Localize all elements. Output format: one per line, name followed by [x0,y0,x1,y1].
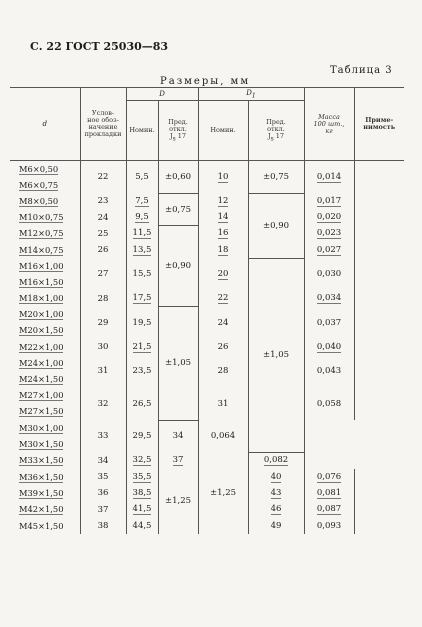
D-nom-cell: 29,5 [126,420,158,452]
D1-nom-cell: 26 [198,339,248,355]
D-tol-cell: ±0,60 [158,161,198,194]
mass-cell: 0,037 [304,307,354,339]
d-cell: M20×1,00 [10,307,80,323]
d-cell: M6×0,50 [10,161,80,178]
table-row [10,193,404,209]
table-row [10,388,404,404]
col-header-D-nom: Номин. [126,101,158,161]
conditional-cell: 29 [80,307,126,339]
D-nom-cell: 19,5 [126,307,158,339]
table-row [10,452,404,469]
D1-nom-cell: 49 [248,518,304,534]
conditional-cell: 37 [80,501,126,517]
conditional-cell: 22 [80,161,126,194]
col-header-D1: $D_1$ [198,88,304,101]
D-nom-cell: 23,5 [126,355,158,387]
d-cell: M30×1,50 [10,436,80,452]
table-row [10,339,404,355]
mass-cell: 0,020 [304,210,354,226]
D1-nom-cell: 28 [198,355,248,387]
D1-nom-cell: 40 [248,469,304,485]
d-cell: M24×1,50 [10,371,80,387]
col-header-conditional: Услов- ное обоз- начение прокладки [80,88,126,161]
d-cell: M6×0,75 [10,177,80,193]
D1-tol-cell: ±1,05 [248,258,304,452]
d-cell: M8×0,50 [10,193,80,209]
application-cell [354,258,404,534]
table-row [10,307,404,323]
conditional-cell: 30 [80,339,126,355]
mass-cell: 0,058 [304,388,354,420]
D-nom-cell: 17,5 [126,291,158,307]
col-header-application: Приме- нимость [354,88,404,161]
d-cell: M18×1,00 [10,291,80,307]
mass-cell: 0,081 [304,485,354,501]
mass-cell: 0,034 [304,291,354,307]
conditional-cell: 31 [80,355,126,387]
d-cell: M36×1,50 [10,469,80,485]
D1-nom-cell: 34 [158,420,198,452]
D1-nom-cell: 12 [198,193,248,209]
D1-nom-cell: 16 [198,226,248,242]
D-nom-cell: 38,5 [126,485,158,501]
conditional-cell: 23 [80,193,126,209]
d-cell: M30×1,00 [10,420,80,436]
D-nom-cell: 9,5 [126,210,158,226]
D1-nom-cell: 22 [198,291,248,307]
D-nom-cell: 41,5 [126,501,158,517]
table-row [10,242,404,258]
mass-cell: 0,076 [304,469,354,485]
page-header: С. 22 ГОСТ 25030—83 [30,40,169,53]
conditional-cell: 26 [80,242,126,258]
D1-nom-cell: 20 [198,258,248,290]
col-header-D1-nom: Номин. [198,101,248,161]
D-nom-cell: 5,5 [126,161,158,194]
col-header-d: d [10,88,80,161]
conditional-cell: 35 [80,469,126,485]
mass-cell: 0,027 [304,242,354,258]
mass-cell: 0,040 [304,339,354,355]
conditional-cell: 36 [80,485,126,501]
d-cell: M45×1,50 [10,518,80,534]
conditional-cell: 38 [80,518,126,534]
d-cell: M33×1,50 [10,452,80,469]
D1-nom-cell: 10 [198,161,248,194]
mass-cell: 0,064 [198,420,248,452]
D1-nom-cell: 14 [198,210,248,226]
D-nom-cell: 26,5 [126,388,158,420]
mass-cell: 0,082 [248,452,304,469]
D1-nom-cell: 24 [198,307,248,339]
D1-nom-cell: 18 [198,242,248,258]
table-row [10,226,404,242]
d-cell: M16×1,50 [10,274,80,290]
col-header-D-tol: Пред. откл. $J_s$ 17 [158,101,198,161]
D1-tol-cell: ±0,75 [248,161,304,194]
col-header-D1-tol: Пред. откл. $J_s$ 17 [248,101,304,161]
col-header-D: D [126,88,198,101]
mass-cell: 0,093 [304,518,354,534]
D-tol-cell: ±1,05 [158,307,198,420]
D-nom-cell: 21,5 [126,339,158,355]
table-row [10,291,404,307]
d-cell: M20×1,50 [10,323,80,339]
D-tol-cell: ±0,90 [158,226,198,307]
mass-cell: 0,087 [304,501,354,517]
mass-cell: 0,017 [304,193,354,209]
application-cell [354,193,404,258]
mass-cell: 0,014 [304,161,354,194]
table-row [10,161,404,178]
d-cell: M16×1,00 [10,258,80,274]
conditional-cell: 34 [80,452,126,469]
d-cell: M12×0,75 [10,226,80,242]
D-nom-cell: 7,5 [126,193,158,209]
d-cell: M10×0,75 [10,210,80,226]
d-cell: M27×1,50 [10,404,80,420]
D-tol-cell: ±1,25 [158,469,198,534]
mass-cell: 0,030 [304,258,354,290]
table-caption: Размеры, мм [160,76,251,87]
D1-nom-cell: 37 [158,452,198,469]
D1-nom-cell: 31 [198,388,248,420]
D-nom-cell: 44,5 [126,518,158,534]
d-cell: M24×1,00 [10,355,80,371]
table-row [10,258,404,274]
d-cell: M14×0,75 [10,242,80,258]
table-label: Таблица 3 [330,65,393,76]
table-row [10,355,404,371]
table-row [10,210,404,226]
conditional-cell: 25 [80,226,126,242]
D1-tol-cell: ±0,90 [248,193,304,258]
d-cell: M42×1,50 [10,501,80,517]
D-nom-cell: 11,5 [126,226,158,242]
D1-nom-cell: 46 [248,501,304,517]
conditional-cell: 24 [80,210,126,226]
mass-cell: 0,043 [304,355,354,387]
conditional-cell: 27 [80,258,126,290]
d-cell: M39×1,50 [10,485,80,501]
mass-cell: 0,023 [304,226,354,242]
D-nom-cell: 15,5 [126,258,158,290]
d-cell: M22×1,00 [10,339,80,355]
D-nom-cell: 35,5 [126,469,158,485]
conditional-cell: 32 [80,388,126,420]
table-row [10,420,404,436]
D-nom-cell: 13,5 [126,242,158,258]
application-cell [354,161,404,194]
D-nom-cell: 32,5 [126,452,158,469]
d-cell: M27×1,00 [10,388,80,404]
conditional-cell: 33 [80,420,126,452]
col-header-mass: Масса 100 шт., кг [304,88,354,161]
dimensions-table [10,87,404,534]
conditional-cell: 28 [80,291,126,307]
D-tol-cell: ±0,75 [158,193,198,225]
D1-tol-cell: ±1,25 [198,452,248,533]
D1-nom-cell: 43 [248,485,304,501]
